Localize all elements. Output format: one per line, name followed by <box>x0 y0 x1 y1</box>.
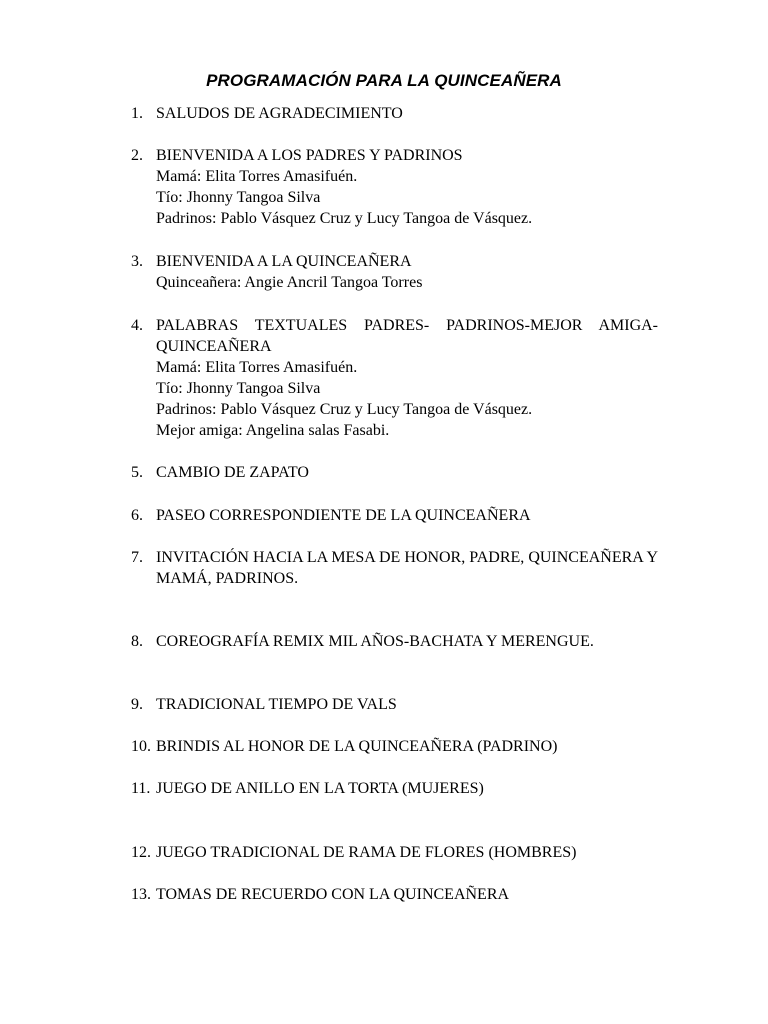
list-item <box>131 778 658 799</box>
item-heading: COREOGRAFÍA REMIX MIL AÑOS-BACHATA Y MERENGUE. <box>156 633 594 650</box>
item-heading: BIENVENIDA A LA QUINCEAÑERA <box>156 253 412 270</box>
item-number: 12. <box>131 844 151 861</box>
list-item <box>131 315 658 441</box>
list-item <box>131 631 658 652</box>
list-item <box>131 547 658 589</box>
item-heading: PALABRAS TEXTUALES PADRES- PADRINOS-MEJOR AMIGA-QUINCEAÑERA <box>156 317 658 355</box>
list-item <box>131 884 658 905</box>
list-item <box>131 103 658 124</box>
item-heading: PASEO CORRESPONDIENTE DE LA QUINCEAÑERA <box>156 507 531 524</box>
item-heading: TOMAS DE RECUERDO CON LA QUINCEAÑERA <box>156 886 510 903</box>
item-number: 9. <box>131 696 143 713</box>
item-heading: SALUDOS DE AGRADECIMIENTO <box>156 105 403 122</box>
item-number: 4. <box>131 317 143 334</box>
item-number: 11. <box>131 780 151 797</box>
item-number: 5. <box>131 464 143 481</box>
list-item <box>131 736 658 757</box>
document-title: PROGRAMACIÓN PARA LA QUINCEAÑERA <box>206 71 562 90</box>
item-number: 3. <box>131 253 143 270</box>
item-number: 7. <box>131 549 143 566</box>
item-number: 6. <box>131 507 143 524</box>
list-item <box>131 462 658 483</box>
item-detail-line: Quinceañera: Angie Ancril Tangoa Torres <box>156 274 423 291</box>
item-heading: CAMBIO DE ZAPATO <box>156 464 309 481</box>
item-detail-line: Tío: Jhonny Tangoa Silva <box>156 380 321 397</box>
list-item <box>131 842 658 863</box>
item-number: 8. <box>131 633 143 650</box>
item-detail-line: Padrinos: Pablo Vásquez Cruz y Lucy Tangoa de Vásquez. <box>156 401 533 418</box>
item-heading: INVITACIÓN HACIA LA MESA DE HONOR, PADRE, QUINCEAÑERA Y MAMÁ, PADRINOS. <box>156 549 658 587</box>
list-item <box>131 251 658 293</box>
item-heading: BIENVENIDA A LOS PADRES Y PADRINOS <box>156 147 463 164</box>
item-heading: TRADICIONAL TIEMPO DE VALS <box>156 696 397 713</box>
item-number: 13. <box>131 886 151 903</box>
item-number: 2. <box>131 147 143 164</box>
item-heading: JUEGO DE ANILLO EN LA TORTA (MUJERES) <box>156 780 484 797</box>
item-detail-line: Padrinos: Pablo Vásquez Cruz y Lucy Tangoa de Vásquez. <box>156 210 533 227</box>
item-number: 10. <box>131 738 151 755</box>
item-detail-line: Mejor amiga: Angelina salas Fasabi. <box>156 422 390 439</box>
list-item <box>131 145 658 229</box>
item-detail-line: Mamá: Elita Torres Amasifuén. <box>156 359 358 376</box>
item-number: 1. <box>131 105 143 122</box>
list-item <box>131 505 658 526</box>
item-heading: JUEGO TRADICIONAL DE RAMA DE FLORES (HOMBRES) <box>156 844 577 861</box>
item-detail-line: Tío: Jhonny Tangoa Silva <box>156 189 321 206</box>
list-item <box>131 694 658 715</box>
item-detail-line: Mamá: Elita Torres Amasifuén. <box>156 168 358 185</box>
item-heading: BRINDIS AL HONOR DE LA QUINCEAÑERA (PADRINO) <box>156 738 558 755</box>
